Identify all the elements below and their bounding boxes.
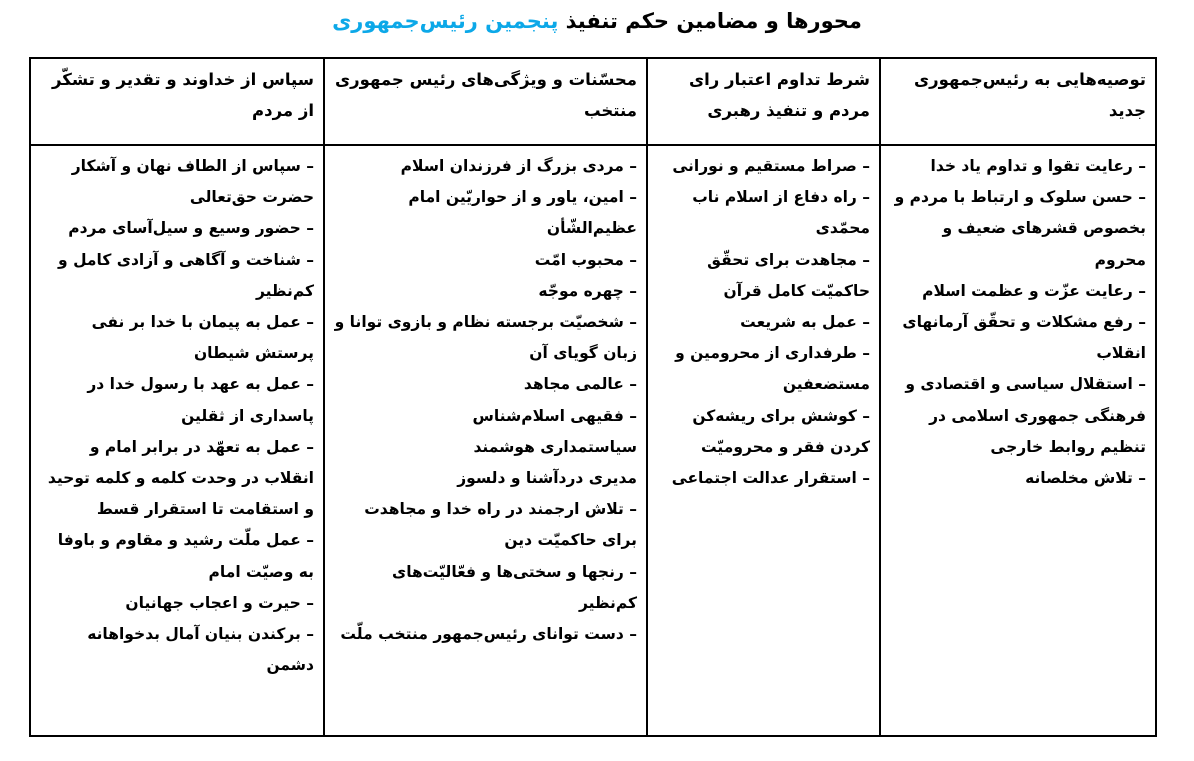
cell-line-list <box>40 151 314 681</box>
cell-line: – رنجها و سختی‌ها و فعّالیّت‌های کم‌نظیر <box>391 562 637 612</box>
cell-line: – حسن سلوک و ارتباط با مردم و بخصوص قشرهای ضعیف و محروم <box>894 188 1146 269</box>
cell-line: – محبوب امّت <box>534 250 637 269</box>
cell-line: – شناخت و آگاهی و آزادی کامل و کم‌نظیر <box>58 250 314 300</box>
cell-line: – مردی بزرگ از فرزندان اسلام <box>400 157 637 175</box>
table-header-row-group <box>30 58 1156 145</box>
cell-line: – فقیهی اسلام‌شناس <box>472 406 637 425</box>
cell-line: – کوشش برای ریشه‌کن کردن فقر و محرومیّت <box>692 406 870 456</box>
cell-line: – شخصیّت برجسته نظام و بازوی توانا و زبان گویای آن <box>334 313 637 363</box>
column-header-thanks: سپاس از خداوند و تقدیر و تشکّر از مردم <box>30 58 324 145</box>
cell-line: – رعایت عزّت و عظمت اسلام <box>922 281 1146 300</box>
cell-line: – عمل به شریعت <box>740 313 870 332</box>
cell-line: – راه دفاع از اسلام ناب محمّدی <box>692 188 870 238</box>
cell-line: – عمل به عهد با رسول خدا در پاسداری از ثقلین <box>87 375 314 425</box>
cell-line: – تلاش مخلصانه <box>1025 469 1146 488</box>
column-header-recommendations: توصیه‌هایی به رئیس‌جمهوری جدید <box>880 58 1156 145</box>
content-table <box>29 57 1157 737</box>
cell-merits <box>324 145 647 736</box>
page-title-primary: محورها و مضامین حکم تنفیذ <box>565 9 862 33</box>
cell-line: – امین، یاور و از حواریّین امام عظیم‌الشّأن <box>408 188 637 238</box>
cell-thanks <box>30 145 324 736</box>
cell-line-list <box>657 151 870 494</box>
cell-line: سیاستمداری هوشمند <box>473 437 637 456</box>
table-container <box>37 57 1157 737</box>
cell-line: – عالمی مجاهد <box>523 375 637 394</box>
cell-line: – طرفداری از محرومین و مستضعفین <box>675 344 870 394</box>
cell-line: – چهره موجّه <box>538 281 637 300</box>
cell-recommendations <box>880 145 1156 736</box>
cell-line: – استقرار عدالت اجتماعی <box>671 469 870 488</box>
table-body <box>30 145 1156 736</box>
column-header-condition: شرط تداوم اعتبار رای مردم و تنفیذ رهبری <box>647 58 880 145</box>
cell-line-list <box>890 151 1146 494</box>
page-title-accent: پنجمین رئیس‌جمهوری <box>332 9 559 33</box>
page-title <box>0 6 1194 36</box>
cell-line: – دست توانای رئیس‌جمهور منتخب ملّت <box>340 625 637 644</box>
cell-line: – سپاس از الطاف نهان و آشکار حضرت حق‌تعالی <box>71 157 314 207</box>
cell-line: – استقلال سیاسی و اقتصادی و فرهنگی جمهوری اسلامی در تنظیم روابط خارجی <box>905 375 1146 456</box>
cell-line: – رعایت تقوا و تداوم یاد خدا <box>930 157 1146 175</box>
cell-line: – حیرت و اعجاب جهانیان <box>125 593 314 612</box>
cell-line: – عمل به تعهّد در برابر امام و انقلاب در وحدت کلمه و کلمه توحید و استقامت تا استقرار قسط <box>47 437 314 519</box>
cell-line: – حضور وسیع و سیل‌آسای مردم <box>68 219 314 238</box>
cell-line: – صراط مستقیم و نورانی <box>672 157 870 175</box>
table-row <box>30 145 1156 736</box>
table-header-row <box>30 58 1156 145</box>
cell-line: مدیری دردآشنا و دلسوز <box>457 469 637 488</box>
cell-line: – عمل ملّت رشید و مقاوم و باوفا به وصیّت امام <box>57 531 314 581</box>
cell-line: – مجاهدت برای تحقّق حاکمیّت کامل قرآن <box>707 250 870 300</box>
cell-line-list <box>334 151 637 650</box>
cell-line: – تلاش ارجمند در راه خدا و مجاهدت برای حاکمیّت دین <box>364 500 637 550</box>
column-header-merits: محسّنات و ویژگی‌های رئیس جمهوری منتخب <box>324 58 647 145</box>
cell-condition <box>647 145 880 736</box>
cell-line: – برکندن بنیان آمال بدخواهانه دشمن <box>87 625 314 675</box>
cell-line: – عمل به پیمان با خدا بر نفی پرستش شیطان <box>91 313 314 363</box>
cell-line: – رفع مشکلات و تحقّق آرمانهای انقلاب <box>902 313 1146 363</box>
